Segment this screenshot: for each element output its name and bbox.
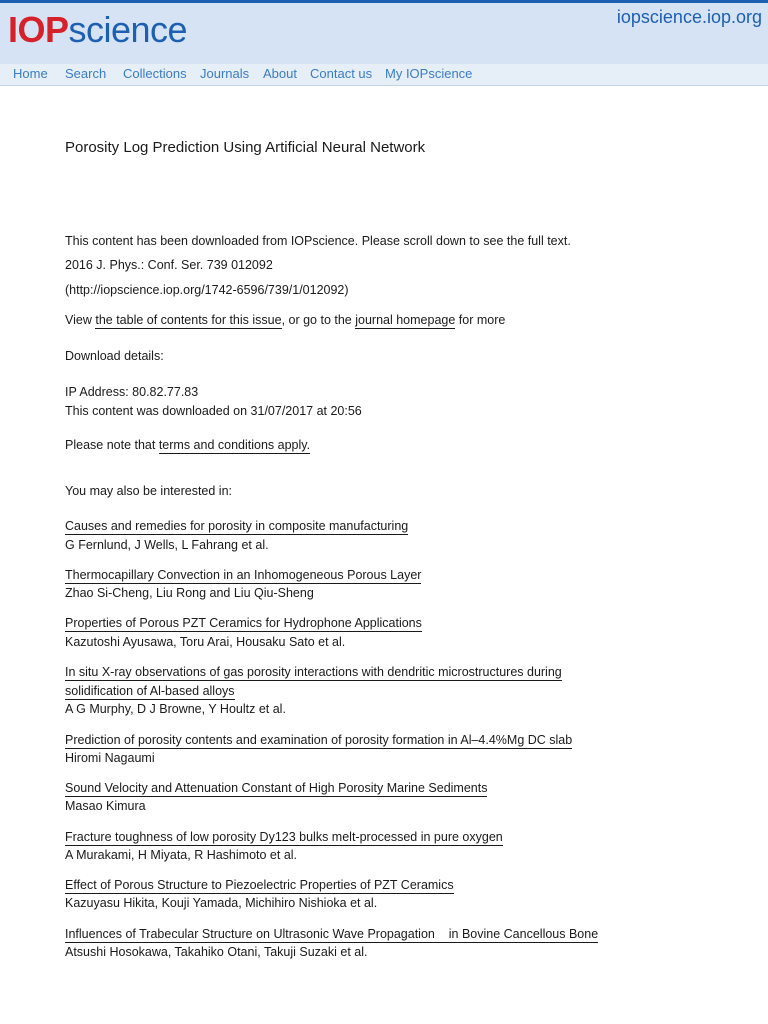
related-title-line2[interactable] [65, 682, 235, 700]
download-notice: This content has been downloaded from IOPscience. Please scroll down to see the full text. [65, 234, 571, 248]
related-title[interactable] [65, 828, 503, 846]
terms-line [65, 436, 310, 454]
note-prefix: Please note that [65, 438, 159, 452]
nav-collections[interactable]: Collections [123, 66, 187, 81]
logo-iop: IOP [8, 9, 69, 50]
related-authors: Kazuyasu Hikita, Kouji Yamada, Michihiro Nishioka et al. [65, 896, 378, 910]
related-link[interactable]: Fracture toughness of low porosity Dy123 bulks melt-processed in pure oxygen [65, 830, 503, 844]
related-title[interactable] [65, 731, 572, 749]
nav-about[interactable]: About [263, 66, 297, 81]
view-line [65, 311, 505, 329]
related-link[interactable]: Properties of Porous PZT Ceramics for Hydrophone Applications [65, 616, 422, 630]
nav-my-iopscience[interactable]: My IOPscience [385, 66, 473, 81]
view-prefix: View [65, 313, 96, 327]
related-title[interactable] [65, 876, 454, 894]
nav-search[interactable]: Search [65, 66, 107, 81]
toc-link[interactable]: the table of contents for this issue [95, 313, 282, 327]
related-title-line1[interactable] [65, 663, 562, 681]
related-link[interactable]: Sound Velocity and Attenuation Constant of High Porosity Marine Sediments [65, 781, 488, 795]
download-details-heading: Download details: [65, 349, 164, 363]
related-link[interactable]: Prediction of porosity contents and examination of porosity formation in Al–4.4%Mg DC slab [65, 733, 573, 747]
related-authors: Hiromi Nagaumi [65, 751, 155, 765]
site-header [0, 0, 768, 64]
related-authors: G Fernlund, J Wells, L Fahrang et al. [65, 538, 269, 552]
nav-journals[interactable]: Journals [200, 66, 250, 81]
article-title: Porosity Log Prediction Using Artificial Neural Network [65, 139, 426, 156]
view-middle: , or go to the [281, 313, 356, 327]
related-title[interactable] [65, 517, 408, 535]
related-title[interactable] [65, 614, 422, 632]
related-link[interactable]: Effect of Porous Structure to Piezoelectric Properties of PZT Ceramics [65, 878, 454, 892]
related-authors: A G Murphy, D J Browne, Y Houltz et al. [65, 702, 286, 716]
citation: 2016 J. Phys.: Conf. Ser. 739 012092 [65, 258, 273, 272]
ip-address: IP Address: 80.82.77.83 [65, 385, 199, 399]
iopscience-logo[interactable] [8, 5, 187, 55]
article-url: (http://iopscience.iop.org/1742-6596/739/1/012092) [65, 283, 349, 297]
downloaded-on: This content was downloaded on 31/07/2017 at 20:56 [65, 404, 362, 418]
related-link[interactable]: Influences of Trabecular Structure on Ultrasonic Wave Propagation in Bovine Cancellous Bone [65, 927, 599, 941]
related-authors: Kazutoshi Ayusawa, Toru Arai, Housaku Sato et al. [65, 635, 346, 649]
interested-heading: You may also be interested in: [65, 484, 233, 498]
related-link[interactable]: Causes and remedies for porosity in composite manufacturing [65, 519, 409, 533]
logo-science: science [68, 9, 188, 50]
related-link[interactable]: solidification of Al-based alloys [65, 684, 235, 698]
related-title[interactable] [65, 779, 487, 797]
site-url[interactable]: iopscience.iop.org [616, 7, 762, 27]
journal-homepage-link[interactable]: journal homepage [355, 313, 456, 327]
related-link[interactable]: Thermocapillary Convection in an Inhomogeneous Porous Layer [65, 568, 422, 582]
related-authors: Atsushi Hosokawa, Takahiko Otani, Takuji Suzaki et al. [65, 945, 368, 959]
nav-contact-us[interactable]: Contact us [310, 66, 373, 81]
nav-home[interactable]: Home [13, 66, 48, 81]
view-suffix: for more [455, 313, 506, 327]
terms-link[interactable]: terms and conditions apply. [158, 438, 311, 452]
main-nav [0, 64, 768, 86]
related-authors: Zhao Si-Cheng, Liu Rong and Liu Qiu-Sheng [65, 586, 314, 600]
related-title[interactable] [65, 566, 421, 584]
related-title[interactable] [65, 925, 598, 943]
related-authors: A Murakami, H Miyata, R Hashimoto et al. [65, 848, 298, 862]
related-link[interactable]: In situ X-ray observations of gas porosity interactions with dendritic microstructures during [65, 665, 562, 679]
related-authors: Masao Kimura [65, 799, 146, 813]
